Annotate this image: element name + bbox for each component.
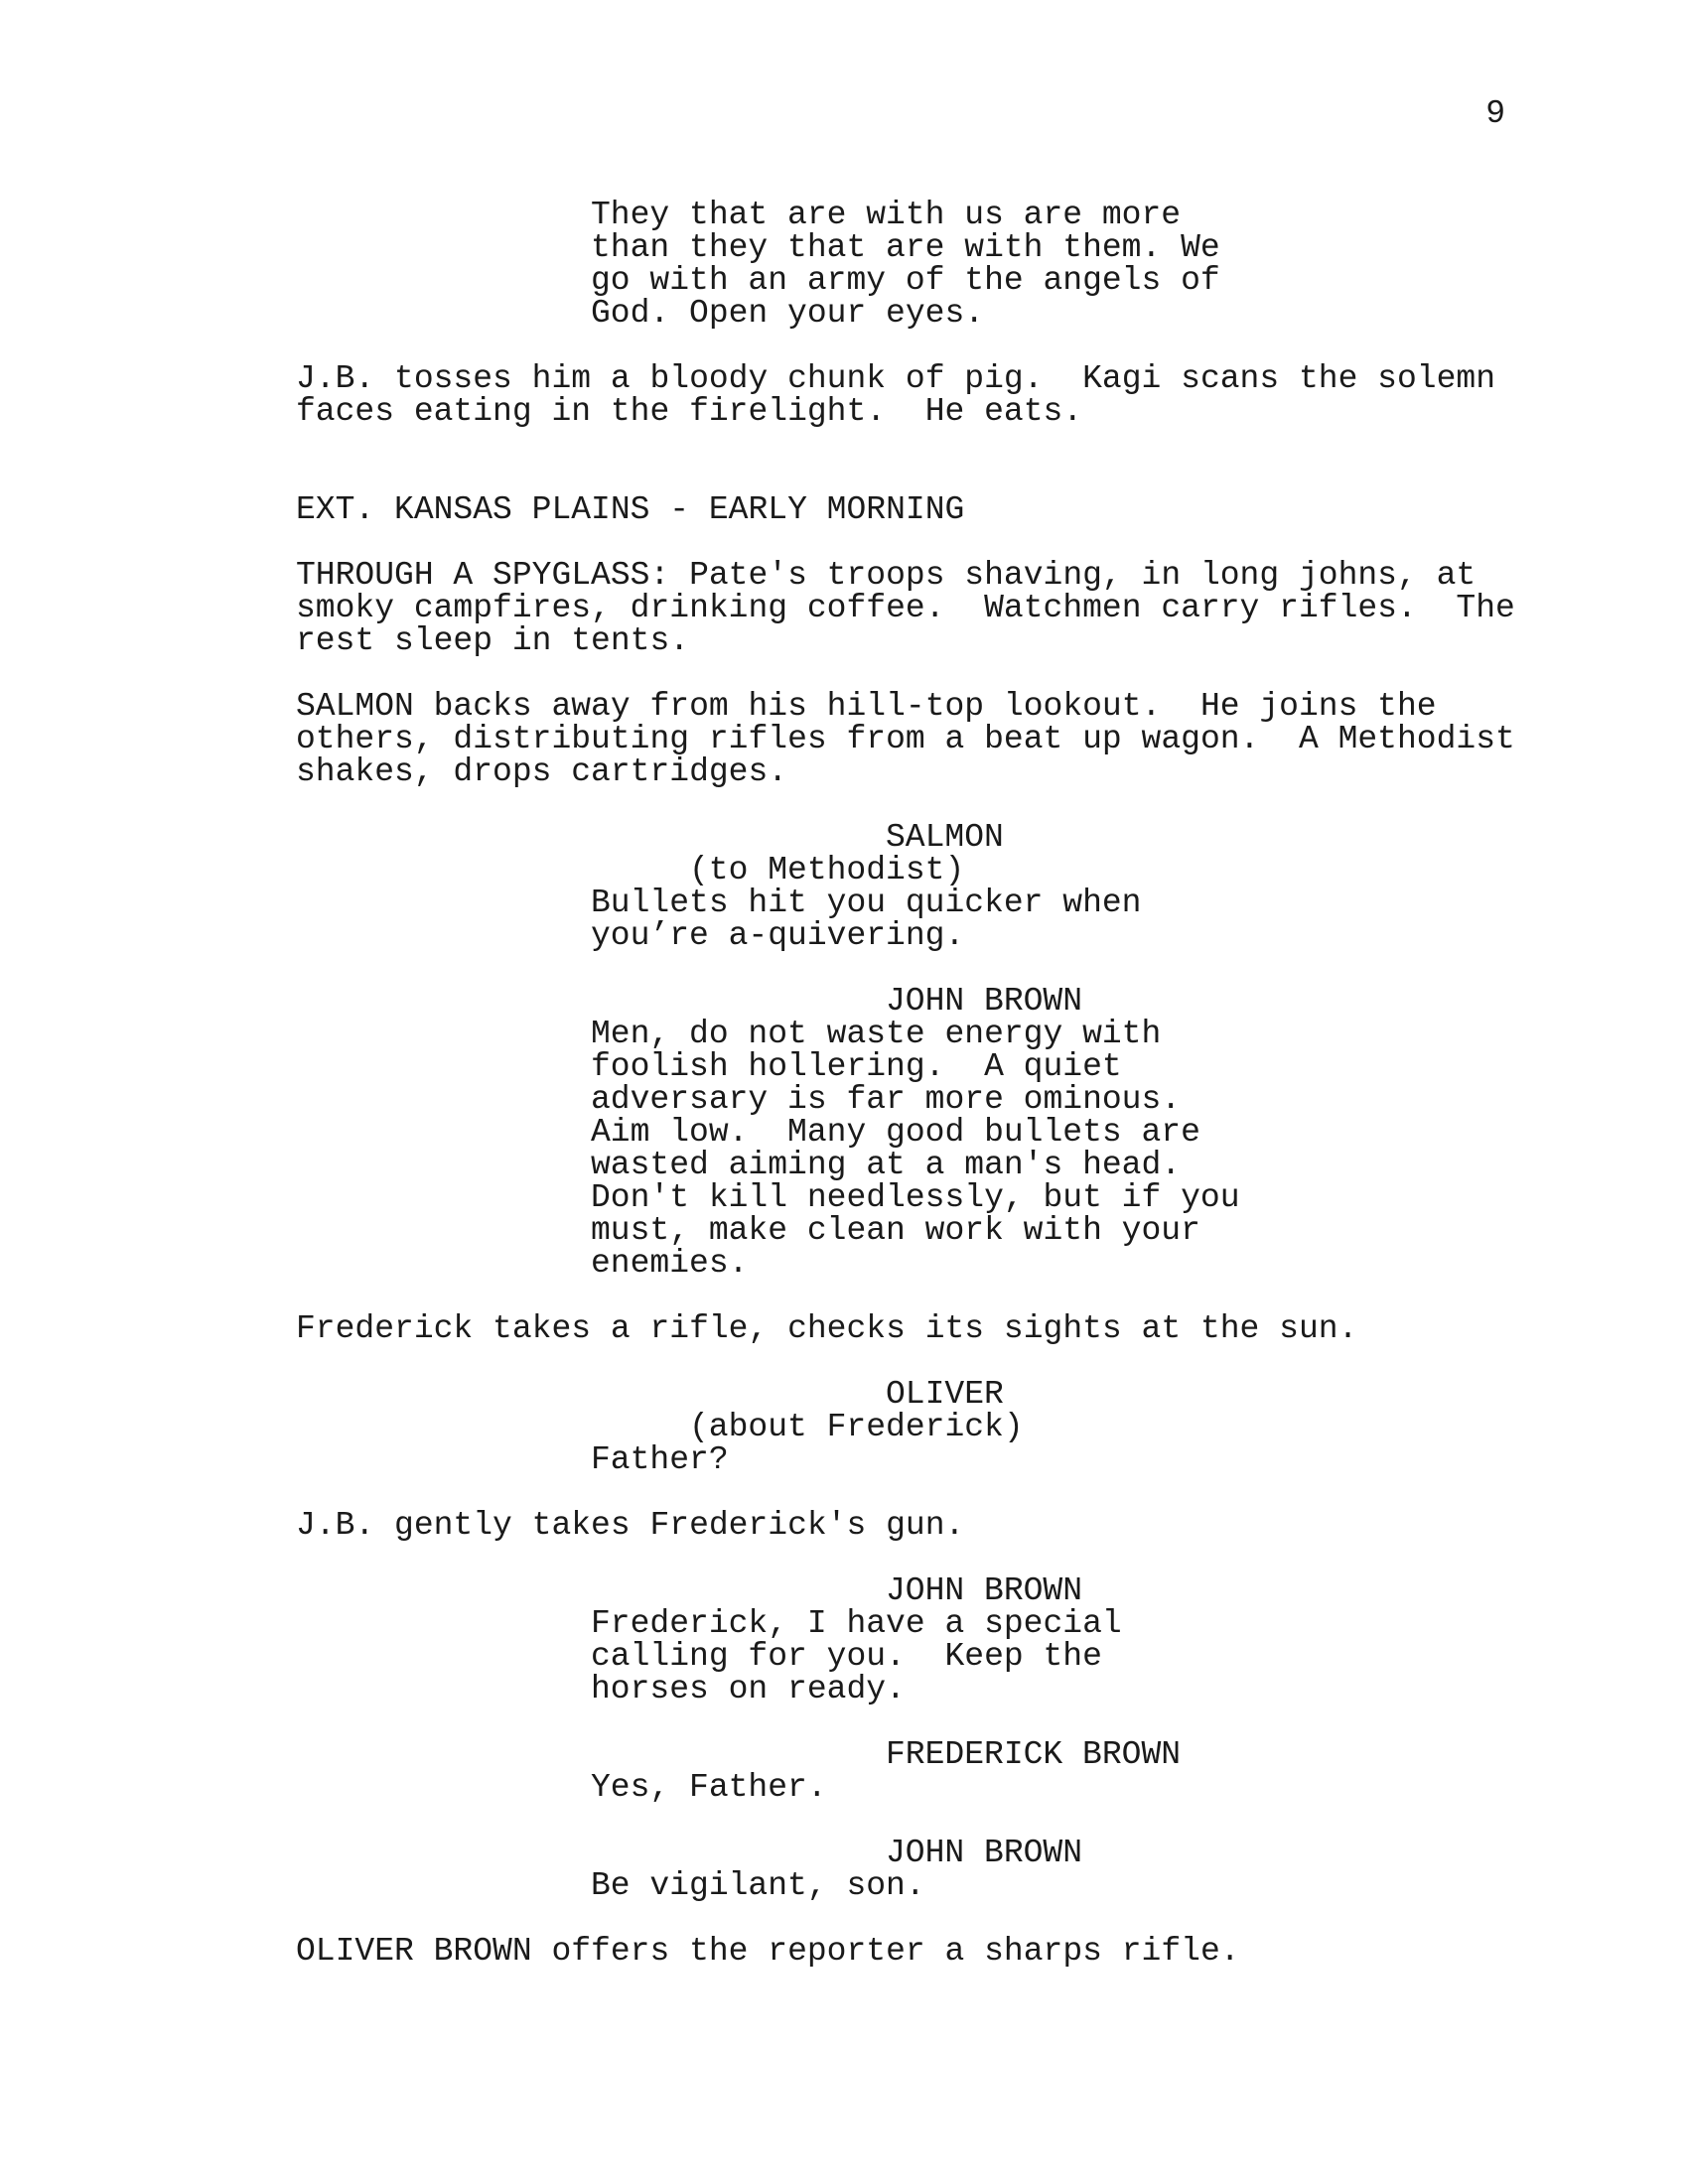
dialogue-block <box>591 1016 1240 1282</box>
block-spacer <box>296 1542 1507 1574</box>
action-paragraph <box>296 493 1497 526</box>
text-line: Frederick, I have a special <box>591 1605 1122 1642</box>
text-line: SALMON <box>886 819 1004 856</box>
text-line: go with an army of the angels of <box>591 262 1220 299</box>
text-line: God. Open your eyes. <box>591 295 985 332</box>
text-line: JOHN BROWN <box>886 1835 1083 1871</box>
text-line: wasted aiming at a man's head. <box>591 1147 1182 1183</box>
action-paragraph <box>296 1509 1497 1542</box>
character-name <box>886 1738 1507 1771</box>
character-name <box>886 1574 1507 1607</box>
character-name <box>886 1837 1507 1869</box>
text-line: smoky campfires, drinking coffee. Watchmen carry rifles. The <box>296 590 1515 626</box>
text-line: FREDERICK BROWN <box>886 1736 1182 1773</box>
page-number: 9 <box>1485 95 1505 132</box>
text-line: Men, do not waste energy with <box>591 1016 1162 1052</box>
block-spacer <box>296 1345 1507 1378</box>
text-line: Father? <box>591 1441 729 1478</box>
action-paragraph <box>296 362 1497 428</box>
text-line: EXT. KANSAS PLAINS - EARLY MORNING <box>296 491 965 528</box>
text-line: (about Frederick) <box>689 1409 1024 1445</box>
parenthetical <box>689 854 1507 887</box>
text-line: Be vigilant, son. <box>591 1867 925 1904</box>
action-paragraph <box>296 688 1515 790</box>
text-line: must, make clean work with your <box>591 1212 1200 1249</box>
action-paragraph <box>296 1935 1497 1968</box>
block-spacer <box>296 1804 1507 1837</box>
text-line: JOHN BROWN <box>886 983 1083 1020</box>
text-line: than they that are with them. We <box>591 229 1220 266</box>
text-line: J.B. tosses him a bloody chunk of pig. Kagi scans the solemn <box>296 360 1495 397</box>
block-spacer <box>296 788 1507 821</box>
text-line: Aim low. Many good bullets are <box>591 1114 1200 1151</box>
block-spacer <box>296 428 1507 493</box>
block-spacer <box>296 330 1507 362</box>
text-line: foolish hollering. A quiet <box>591 1048 1122 1085</box>
dialogue-block <box>591 1869 1196 1902</box>
text-line: you’re a-quivering. <box>591 917 965 954</box>
character-name <box>886 821 1507 854</box>
text-line: horses on ready. <box>591 1671 906 1707</box>
text-line: Yes, Father. <box>591 1769 827 1806</box>
text-line: Bullets hit you quicker when <box>591 885 1142 921</box>
block-spacer <box>296 1706 1507 1738</box>
text-line: OLIVER <box>886 1376 1004 1413</box>
parenthetical <box>689 1411 1507 1443</box>
action-paragraph <box>296 1312 1497 1345</box>
dialogue-block <box>591 197 1220 332</box>
text-line: adversary is far more ominous. <box>591 1081 1182 1118</box>
text-line: THROUGH A SPYGLASS: Pate's troops shaving, in long johns, at <box>296 557 1477 594</box>
text-line: calling for you. Keep the <box>591 1638 1102 1675</box>
action-paragraph <box>296 557 1515 659</box>
text-line: Don't kill needlessly, but if you <box>591 1179 1240 1216</box>
text-line: SALMON backs away from his hill-top lookout. He joins the <box>296 688 1437 725</box>
dialogue-block <box>591 1771 1196 1804</box>
text-line: rest sleep in tents. <box>296 622 690 659</box>
text-line: enemies. <box>591 1245 749 1282</box>
character-name <box>886 1378 1507 1411</box>
text-line: others, distributing rifles from a beat up wagon. A Methodist <box>296 721 1515 757</box>
block-spacer <box>296 1902 1507 1935</box>
text-line: Frederick takes a rifle, checks its sights at the sun. <box>296 1310 1358 1347</box>
text-line: JOHN BROWN <box>886 1572 1083 1609</box>
screenplay-body <box>296 197 1515 1970</box>
block-spacer <box>296 952 1507 985</box>
block-spacer <box>296 657 1507 690</box>
dialogue-block <box>591 887 1196 952</box>
text-line: (to Methodist) <box>689 852 965 888</box>
block-spacer <box>296 1476 1507 1509</box>
block-spacer <box>296 526 1507 559</box>
block-spacer <box>296 1280 1507 1312</box>
dialogue-block <box>591 1607 1196 1706</box>
dialogue-block <box>591 1443 1196 1476</box>
text-line: shakes, drops cartridges. <box>296 753 788 790</box>
text-line: OLIVER BROWN offers the reporter a sharps rifle. <box>296 1933 1240 1970</box>
text-line: They that are with us are more <box>591 197 1182 233</box>
character-name <box>886 985 1507 1018</box>
text-line: faces eating in the firelight. He eats. <box>296 393 1083 430</box>
text-line: J.B. gently takes Frederick's gun. <box>296 1507 965 1544</box>
